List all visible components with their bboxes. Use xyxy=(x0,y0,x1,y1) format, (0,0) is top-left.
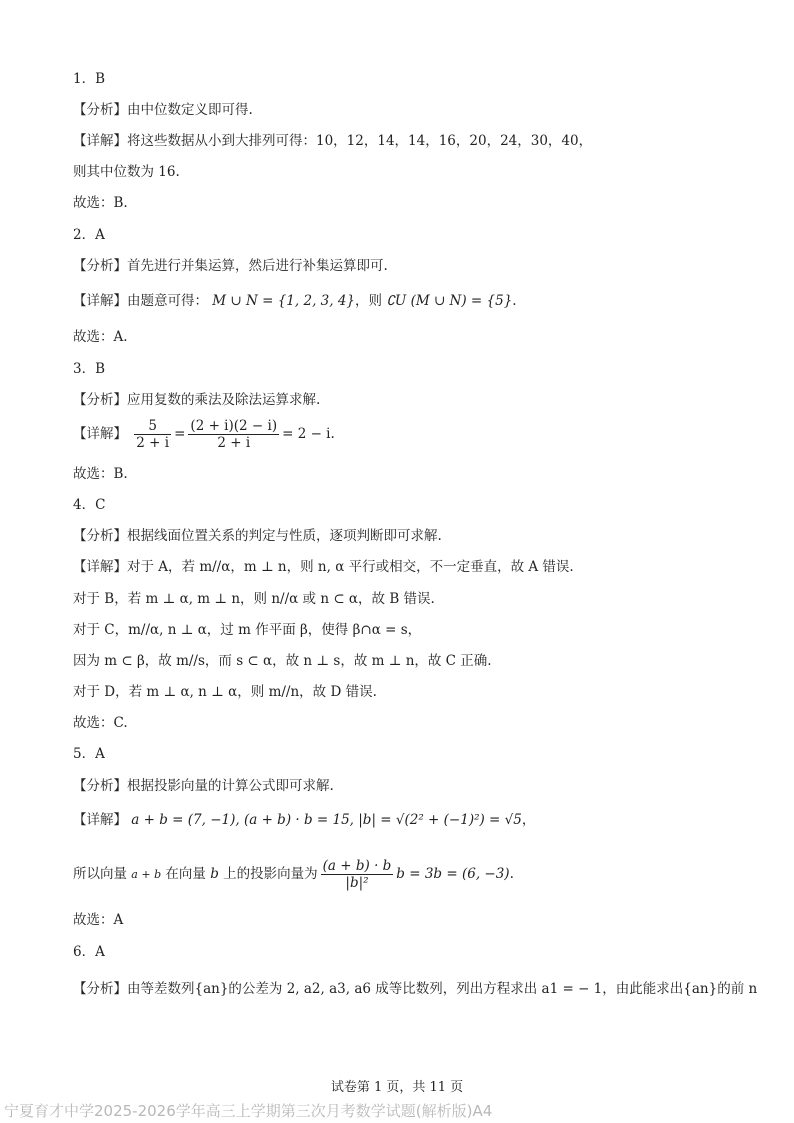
detail-4-d: 对于 D，若 m ⊥ α, n ⊥ α，则 m//n，故 D 错误. xyxy=(73,684,377,700)
equals-sign: = xyxy=(174,426,186,442)
detail-4-c: 对于 C，m//α, n ⊥ α，过 m 作平面 β，使得 β∩α = s， xyxy=(73,622,422,638)
detail-4-c2: 因为 m ⊂ β，故 m//s，而 s ⊂ α，故 n ⊥ s，故 m ⊥ n，故 C 正确. xyxy=(73,653,492,669)
answer-4: 4．C xyxy=(73,497,106,513)
analysis-3: 【分析】应用复数的乘法及除法运算求解. xyxy=(73,392,321,408)
projection-vector-sum: a + b xyxy=(131,868,162,881)
detail-4-b: 对于 B，若 m ⊥ α, m ⊥ n，则 n//α 或 n ⊂ α，故 B 错误. xyxy=(73,591,435,607)
fraction-1 xyxy=(134,418,171,451)
answer-2: 2．A xyxy=(73,227,105,243)
page-footer: 试卷第 1 页，共 11 页 xyxy=(330,1080,464,1095)
fraction-2 xyxy=(188,418,279,451)
detail-2-formula-b: ∁U (M ∪ N) = {5} xyxy=(386,293,513,309)
analysis-1: 【分析】由中位数定义即可得. xyxy=(73,102,253,118)
detail-5-projection xyxy=(73,858,514,891)
detail-5-label: 【详解】 xyxy=(73,812,127,828)
projection-text-c: 上的投影向量为 xyxy=(223,866,318,882)
detail-2-label: 【详解】由题意可得： xyxy=(73,293,208,309)
answer-6: 6．A xyxy=(73,944,105,960)
analysis-4: 【分析】根据线面位置关系的判定与性质，逐项判断即可求解. xyxy=(73,528,442,544)
choice-2: 故选：A. xyxy=(73,329,128,345)
choice-1: 故选：B. xyxy=(73,195,128,211)
detail-3-label: 【详解】 xyxy=(73,426,127,442)
answer-1: 1．B xyxy=(73,71,106,87)
projection-vector-b: b xyxy=(210,866,219,882)
choice-3: 故选：B. xyxy=(73,466,128,482)
fraction-3-den: |b|² xyxy=(345,875,369,891)
analysis-6: 【分析】由等差数列{an}的公差为 2, a2, a3, a6 成等比数列，列出方程求出 a1 = − 1，由此能求出{an}的前 n xyxy=(73,981,758,997)
detail-1-cont: 则其中位数为 16. xyxy=(73,164,180,180)
detail-5 xyxy=(73,811,535,829)
detail-5-formula: a + b = (7, −1), (a + b) · b = 15, |b| = √(2² + (−1)²) = √5 xyxy=(131,812,522,828)
answer-5: 5．A xyxy=(73,746,105,762)
fraction-1-den: 2 + i xyxy=(136,435,170,451)
projection-text-a: 所以向量 xyxy=(73,866,127,882)
fraction-2-den: 2 + i xyxy=(217,435,251,451)
projection-text-b: 在向量 xyxy=(165,866,206,882)
detail-2-formula-a: M ∪ N = {1, 2, 3, 4} xyxy=(212,293,356,309)
detail-2-sep: ，则 xyxy=(355,293,383,309)
analysis-2: 【分析】首先进行并集运算，然后进行补集运算即可. xyxy=(73,258,388,274)
detail-2 xyxy=(73,292,517,310)
detail-5-comma: ， xyxy=(521,812,536,828)
detail-2-period: . xyxy=(512,293,517,309)
fraction-1-num: 5 xyxy=(134,418,171,435)
projection-result: b = 3b = (6, −3) xyxy=(396,866,510,882)
fraction-3-num: (a + b) · b xyxy=(322,858,392,874)
detail-3 xyxy=(73,418,335,451)
choice-5: 故选：A xyxy=(73,912,124,928)
watermark: 宁夏育才中学2025-2026学年高三上学期第三次月考数学试题(解析版)A4 xyxy=(4,1102,493,1120)
detail-3-period: . xyxy=(330,426,335,442)
fraction-2-num: (2 + i)(2 − i) xyxy=(190,418,278,434)
choice-4: 故选：C. xyxy=(73,715,128,731)
projection-period: . xyxy=(509,866,514,882)
detail-1: 【详解】将这些数据从小到大排列可得：10，12，14，14，16，20，24，30，40， xyxy=(73,133,593,149)
analysis-5: 【分析】根据投影向量的计算公式即可求解. xyxy=(73,778,334,794)
detail-4: 【详解】对于 A，若 m//α，m ⊥ n，则 n, α 平行或相交，不一定垂直，故 A 错误. xyxy=(73,559,574,575)
detail-3-result: = 2 − i xyxy=(282,426,331,442)
answer-3: 3．B xyxy=(73,361,106,377)
fraction-3 xyxy=(321,858,394,891)
